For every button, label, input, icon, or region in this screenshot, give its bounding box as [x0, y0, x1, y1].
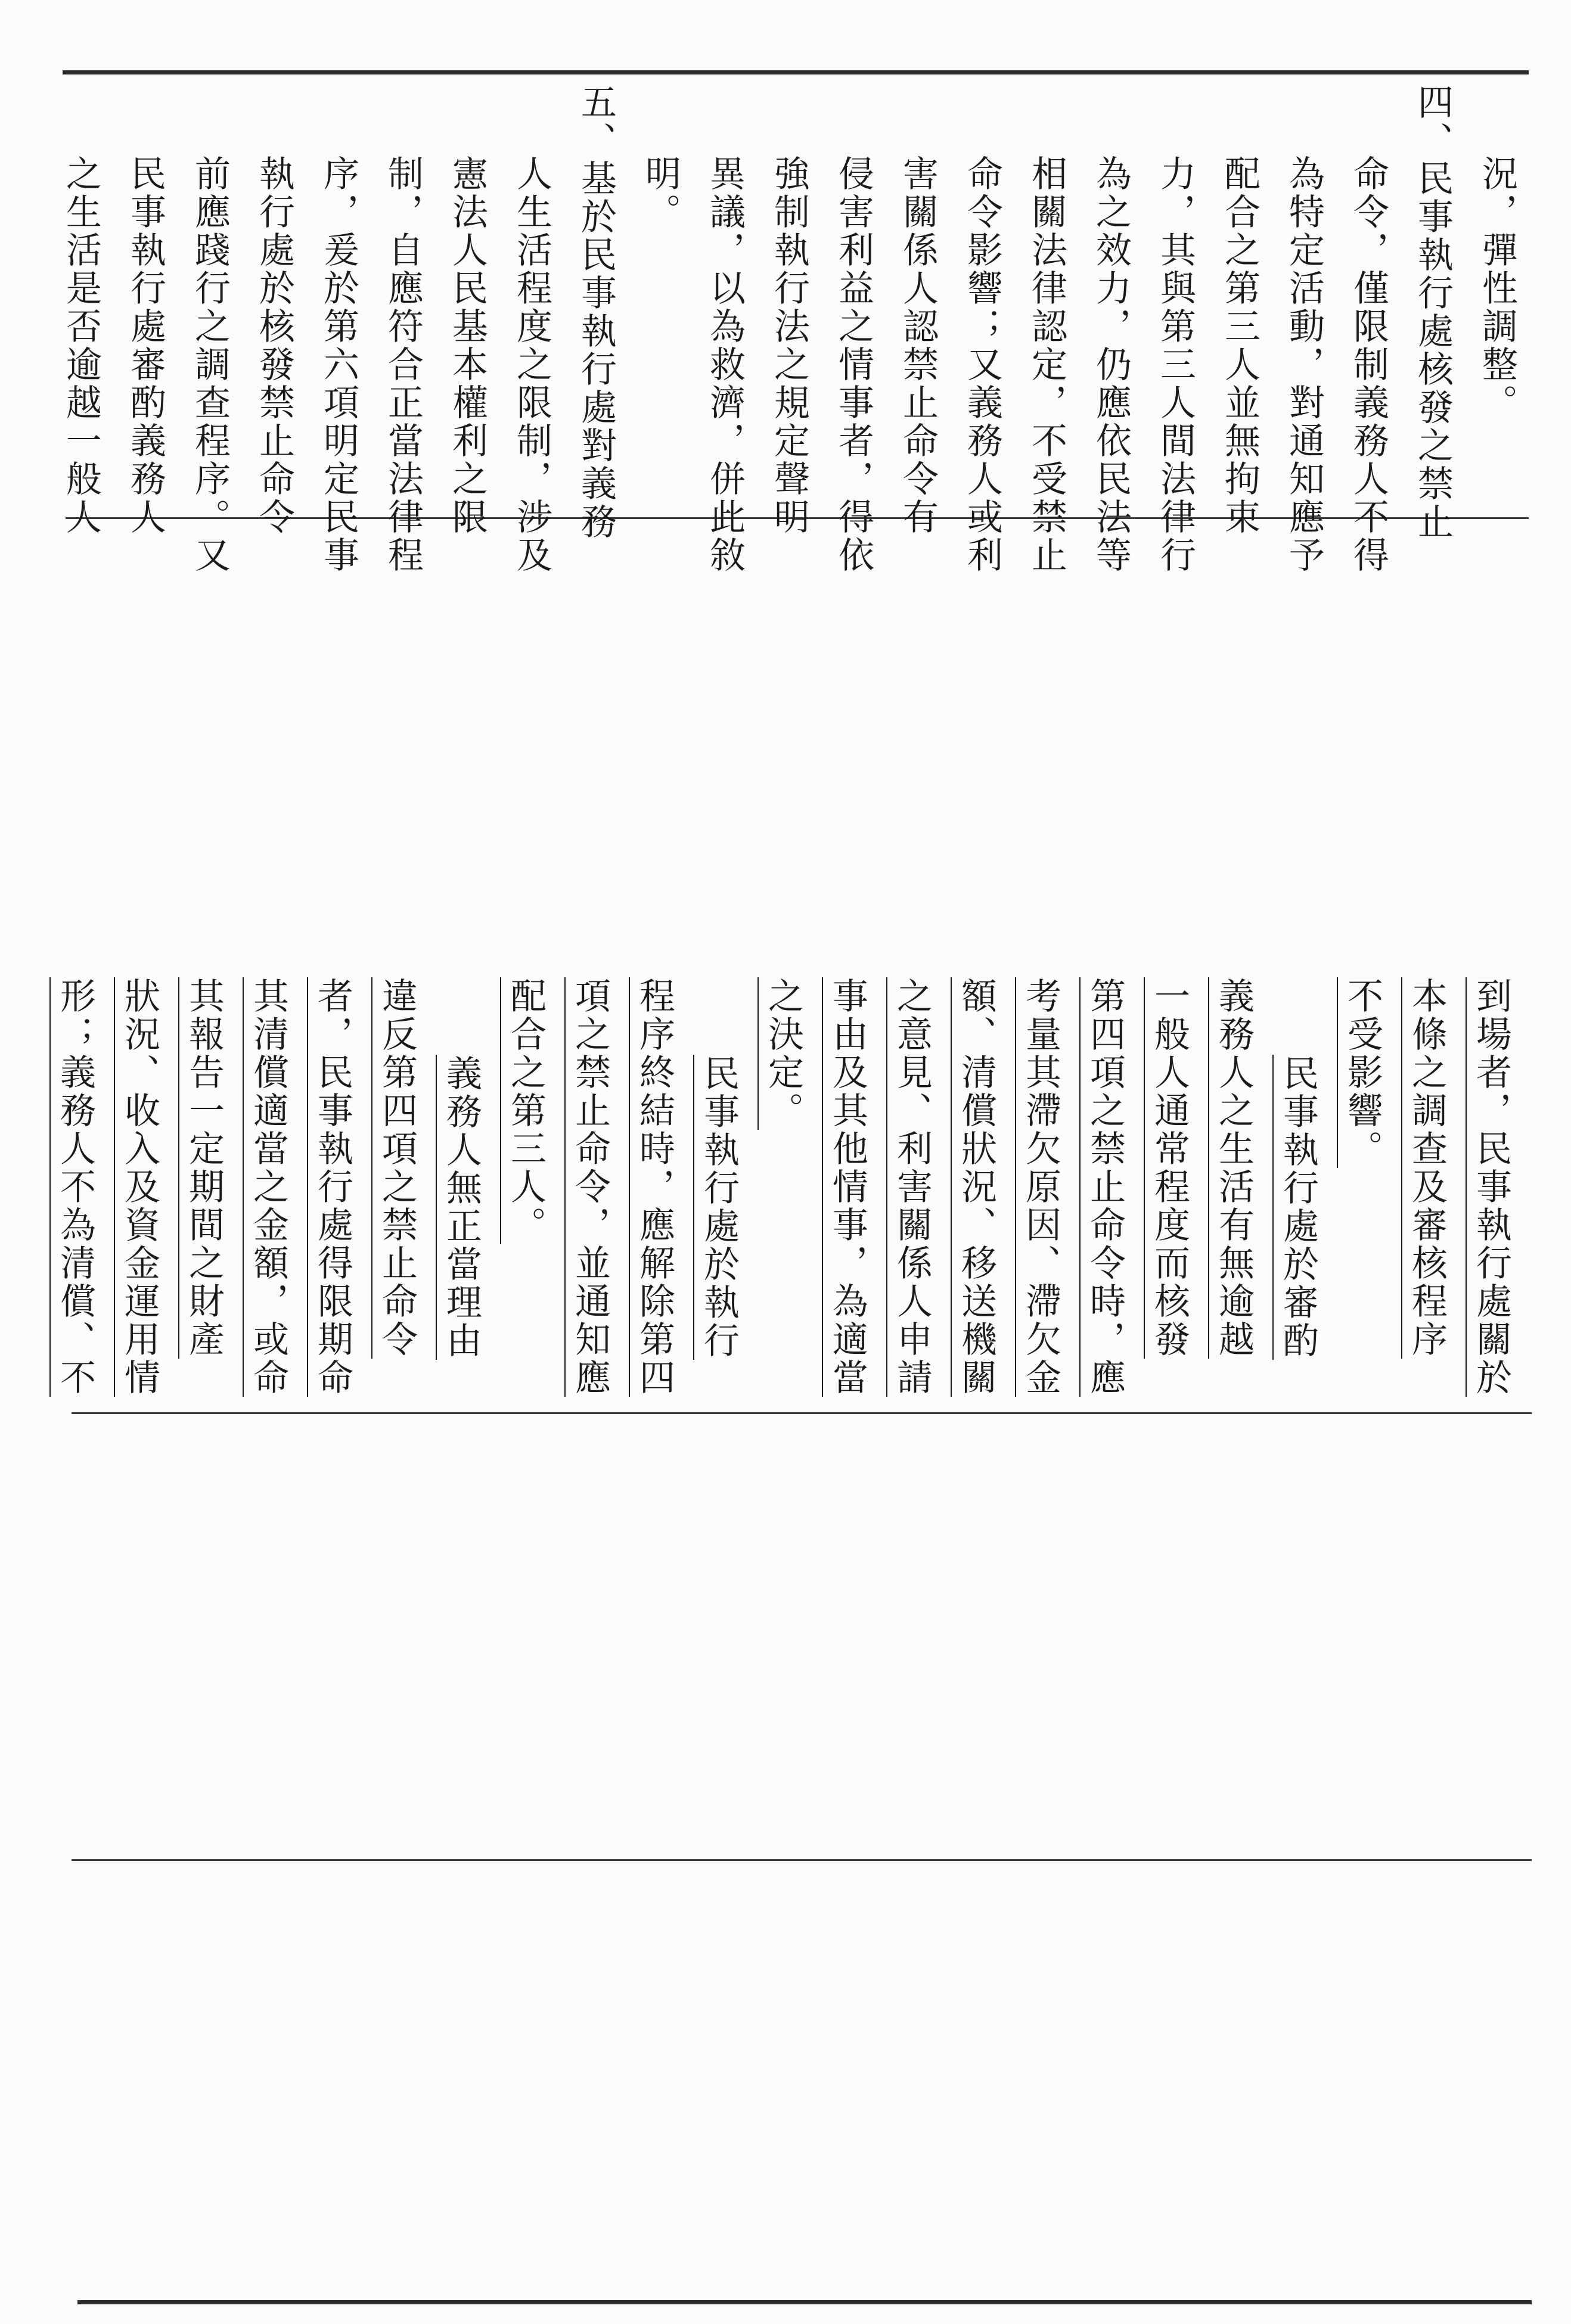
- text-column: [1201, 977, 1266, 1406]
- text-column-content: 到場者，民事執行處關於: [1470, 977, 1512, 1397]
- text-column-content: 義務人之生活有無逾越: [1213, 977, 1255, 1359]
- text-column-content: 其清償適當之金額，或命: [247, 977, 289, 1397]
- text-column: [821, 83, 886, 574]
- text-column: [113, 83, 178, 536]
- text-column: [49, 83, 113, 536]
- text-column: [371, 83, 435, 574]
- text-column-content: 民事執行處審酌義務人: [125, 155, 166, 536]
- text-column: [815, 977, 880, 1406]
- text-column-content: 違反第四項之禁止命令: [376, 977, 418, 1359]
- text-column: [1143, 83, 1207, 574]
- text-column-content: 程序終結時，應解除第四: [634, 977, 675, 1397]
- text-column-content: 四、民事執行處核發之禁止: [1412, 83, 1454, 541]
- text-column: [880, 977, 944, 1406]
- text-column-content: 一般人通常程度而核發: [1148, 977, 1190, 1359]
- text-column: [950, 83, 1014, 574]
- text-column: [687, 977, 751, 1406]
- text-column-content: 為之效力，仍應依民法等: [1090, 155, 1132, 574]
- text-column-content: 前應踐行之調查程序。又: [189, 155, 231, 574]
- text-column: [1073, 977, 1137, 1406]
- text-column-content: 制，自應符合正當法律程: [382, 155, 424, 574]
- text-column: [43, 977, 107, 1406]
- text-column: [306, 83, 371, 574]
- text-column-content: 之生活是否逾越一般人: [60, 155, 102, 536]
- text-column-content: 命令影響；又義務人或利: [961, 155, 1003, 574]
- text-column-content: 義務人無正當理由: [440, 1055, 482, 1360]
- text-column-content: 之決定。: [762, 977, 804, 1130]
- text-column-content: 侵害利益之情事者，得依: [833, 155, 874, 574]
- text-column-content: 項之禁止命令，並通知應: [569, 977, 611, 1397]
- text-column: [757, 83, 821, 536]
- text-column-content: 序，爰於第六項明定民事: [318, 155, 359, 574]
- text-column: [558, 977, 622, 1406]
- text-column-content: 額、清償狀況、移送機關: [955, 977, 997, 1397]
- text-column: [1008, 977, 1073, 1406]
- text-column-content: 本條之調查及審核程序: [1406, 977, 1448, 1359]
- text-column-content: 為特定活動，對通知應予: [1283, 155, 1325, 574]
- text-column-content: 憲法人民基本權利之限: [446, 155, 488, 536]
- text-column: [1459, 977, 1523, 1406]
- text-column: [622, 977, 687, 1406]
- text-column: [300, 977, 365, 1406]
- explanation-text-block: [49, 83, 1529, 574]
- text-column: [1395, 977, 1459, 1406]
- text-column: [242, 83, 306, 536]
- text-column-content: 力，其與第三人間法律行: [1154, 155, 1196, 574]
- text-column-content: 相關法律認定，不受禁止: [1026, 155, 1067, 574]
- text-column-content: 事由及其他情事，為適當: [827, 977, 868, 1397]
- text-column: [493, 977, 558, 1406]
- text-column: [1336, 83, 1401, 574]
- text-column: [435, 83, 499, 536]
- text-column-content: 第四項之禁止命令時，應: [1084, 977, 1126, 1397]
- text-column: [365, 977, 429, 1406]
- text-column: [751, 977, 815, 1406]
- text-column-content: 考量其滯欠原因、滯欠金: [1020, 977, 1061, 1397]
- text-column-content: 明。: [639, 155, 681, 231]
- text-column-content: 形；義務人不為清償、不: [54, 977, 96, 1397]
- text-column: [628, 83, 693, 512]
- middle-section-divider: [72, 1412, 1532, 1414]
- text-column: [429, 977, 493, 1406]
- text-column: [1079, 83, 1143, 574]
- text-column-content: 民事執行處於審酌: [1277, 1055, 1319, 1360]
- text-column: [1330, 977, 1395, 1406]
- text-column-content: 狀況、收入及資金運用情: [119, 977, 160, 1397]
- text-column: [1207, 83, 1272, 536]
- text-column: [172, 977, 236, 1406]
- text-column: [1401, 83, 1465, 541]
- top-border-rule: [63, 70, 1529, 74]
- text-column: [236, 977, 300, 1406]
- text-column: [1272, 83, 1336, 574]
- text-column-content: 人生活程度之限制，涉及: [511, 155, 552, 574]
- text-column: [1266, 977, 1330, 1406]
- text-column: [944, 977, 1008, 1406]
- text-column-content: 五、基於民事執行處對義務: [575, 83, 617, 541]
- text-column-content: 執行處於核發禁止命令: [253, 155, 295, 536]
- text-column: [1014, 83, 1079, 574]
- text-column: [564, 83, 628, 541]
- text-column-content: 命令，僅限制義務人不得: [1348, 155, 1389, 574]
- text-column: [107, 977, 172, 1406]
- text-column-content: 況，彈性調整。: [1476, 155, 1518, 422]
- lower-section-divider: [72, 1859, 1532, 1861]
- text-column: [1137, 977, 1201, 1406]
- text-column: [693, 83, 757, 574]
- bottom-border-rule: [77, 2300, 1532, 2304]
- text-column-content: 之意見、利害關係人申請: [891, 977, 933, 1397]
- text-column-content: 配合之第三人並無拘束: [1219, 155, 1260, 536]
- text-column-content: 配合之第三人。: [505, 977, 547, 1244]
- text-column-content: 害關係人認禁止命令有: [897, 155, 939, 536]
- text-column-content: 民事執行處於執行: [698, 1055, 740, 1360]
- text-column: [178, 83, 242, 574]
- text-column-content: 者，民事執行處得限期命: [312, 977, 353, 1397]
- statute-text-block: [43, 977, 1523, 1406]
- text-column-content: 強制執行法之規定聲明: [768, 155, 810, 536]
- text-column: [1465, 83, 1529, 512]
- text-column: [499, 83, 564, 574]
- text-column-content: 其報告一定期間之財產: [183, 977, 225, 1359]
- text-column-content: 不受影響。: [1342, 977, 1383, 1168]
- text-column: [886, 83, 950, 536]
- text-column-content: 異議，以為救濟，併此敘: [704, 155, 746, 574]
